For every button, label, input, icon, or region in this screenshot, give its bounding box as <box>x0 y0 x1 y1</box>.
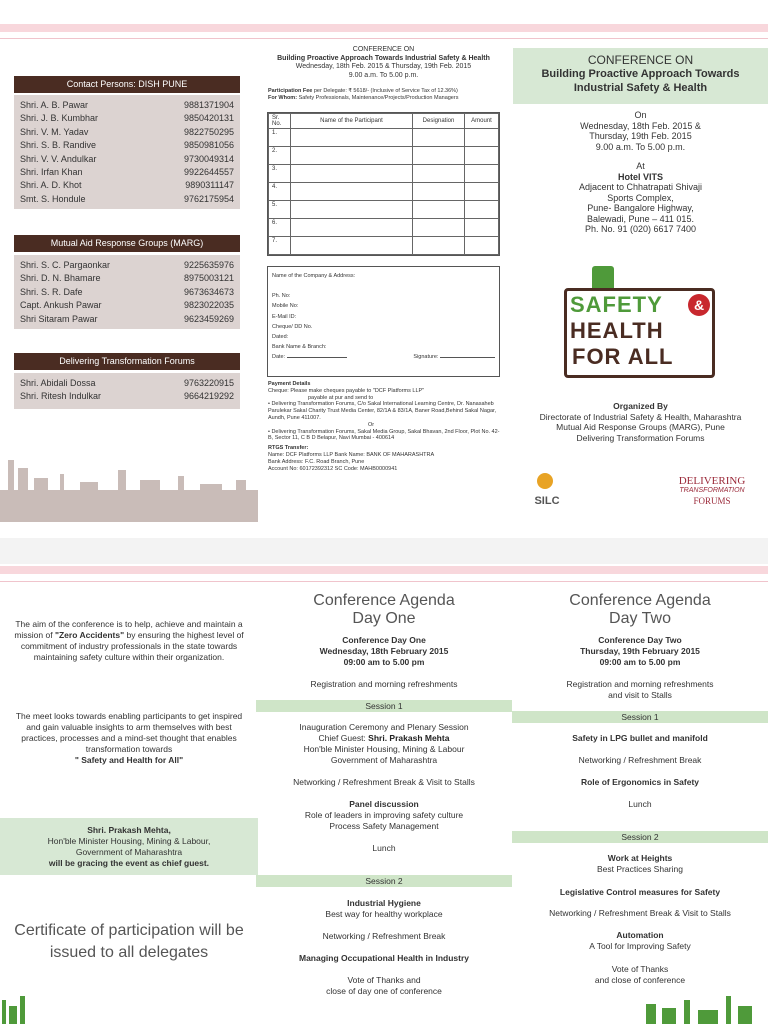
day1-panel <box>256 799 512 832</box>
guest-title: Hon'ble Minister Housing, Mining & Labour, <box>47 836 211 846</box>
payment-address-2: • Delivering Transformation Forums, Sakal Media Group, Sakal Bhavan, 2nd Floor, Plot No. 42-B, Sector 11, C B D Belapur, Navi Mumbai - 400614 <box>268 428 500 442</box>
day1-title-line-1: Conference Agenda <box>313 592 455 609</box>
day2-title-line-2: Day Two <box>609 610 671 627</box>
contact-name: Shri. S. R. Dafe <box>20 286 83 297</box>
contact-row <box>18 377 236 390</box>
conf-on: CONFERENCE ON <box>587 53 694 67</box>
contact-row <box>18 126 236 139</box>
payment-details <box>268 381 504 472</box>
day2-ergonomics: Role of Ergonomics in Safety <box>580 777 700 787</box>
day2-automation-title: Automation <box>616 930 664 940</box>
venue-line-2: Sports Complex, <box>607 192 674 203</box>
contact-row <box>18 272 236 285</box>
day1-cg-title: Hon'ble Minister Housing, Mining & Labour <box>303 744 465 754</box>
reg-header <box>262 46 505 80</box>
contact-phone: 9922644557 <box>183 166 234 177</box>
email-label: E-Mail ID: <box>272 313 297 320</box>
rtgs-title: RTGS Transfer: <box>268 445 309 452</box>
organized-by-label: Organized By <box>613 401 668 411</box>
for-whom-label: For Whom: <box>268 95 298 101</box>
day1-inaug-text: Inauguration Ceremony and Plenary Session <box>299 722 469 732</box>
day1-cg-label: Chief Guest: <box>318 733 366 743</box>
reg-row-number: 1. <box>269 129 291 147</box>
dtf-logo-line-2: TRANSFORMATION <box>679 487 745 494</box>
conf-title: Building Proactive Approach Towards Industrial Safety & Health <box>541 68 740 94</box>
day1-title-line-2: Day One <box>352 610 416 627</box>
contact-row <box>18 112 236 125</box>
reg-cell[interactable] <box>465 129 499 147</box>
reg-col-header: Name of the Participant <box>291 114 413 129</box>
reg-cell[interactable] <box>465 201 499 219</box>
bank-label: Bank Name & Branch: <box>272 344 327 351</box>
contact-row <box>18 299 236 312</box>
date-label: Date: <box>272 354 286 361</box>
day1-lunch: Lunch <box>372 843 396 853</box>
payment-title: Payment Details <box>268 381 311 387</box>
intro-zero-accidents: "Zero Accidents" <box>54 630 125 640</box>
contact-name: Shri Sitaram Pawar <box>20 313 98 324</box>
conf-date-2: Thursday, 19th Feb. 2015 <box>589 131 692 141</box>
day2-registration <box>512 679 768 701</box>
venue-line-4: Balewadi, Pune – 411 015. <box>587 213 694 224</box>
payment-address-1: • Delivering Transformation Forums, C/o Sakal International Learning Centre, Dr. Nanasaheb Parulekar Sakal Charity Trust Media Center, 82/1A & 83/1A, Baner Road,Behind Sakal Nagar, Aundh, Pune 411007. <box>268 401 497 421</box>
rtgs-line-2: Bank Address: F.C. Road Branch, Pune <box>268 458 365 465</box>
day1-inauguration <box>256 722 512 766</box>
day2-heights-title: Work at Heights <box>607 853 673 863</box>
day1-refreshment: Networking / Refreshment Break <box>322 931 446 941</box>
reg-row-number: 3. <box>269 165 291 183</box>
reg-row <box>269 237 499 255</box>
contact-name: Shri. Irfan Khan <box>20 166 83 177</box>
day1-session-1: Session 1 <box>256 700 512 712</box>
rtgs-line-3: Account No: 60172392312 SC Code: MAHB0000941 <box>268 465 398 472</box>
reg-cell[interactable] <box>465 183 499 201</box>
organizer-3: Delivering Transformation Forums <box>576 432 705 443</box>
logo-forall-text: FOR ALL <box>572 344 674 369</box>
organizer-1: Directorate of Industrial Safety & Health, Maharashtra <box>539 411 742 422</box>
contact-phone: 8975003121 <box>183 273 234 284</box>
reg-cell[interactable] <box>413 183 465 201</box>
contact-phone: 9850420131 <box>183 113 234 124</box>
day2-close <box>512 964 768 986</box>
logo-ampersand: & <box>688 294 710 316</box>
reg-time: 9.00 a.m. To 5.00 p.m. <box>348 71 419 79</box>
day1-session-2: Session 2 <box>256 875 512 887</box>
contact-row <box>18 259 236 272</box>
chief-guest-text <box>0 825 258 869</box>
contact-phone: 9623459269 <box>183 313 234 324</box>
reg-col-header: Amount <box>465 114 499 129</box>
contact-phone: 9890311147 <box>185 180 234 191</box>
dtf-logo <box>670 476 754 506</box>
reg-col-header: Sr. No. <box>269 114 291 129</box>
marg-header: Mutual Aid Response Groups (MARG) <box>14 235 240 252</box>
day1-occupational-health: Managing Occupational Health in Industry <box>298 953 470 963</box>
contact-name: Shri. S. B. Randive <box>20 140 97 151</box>
guest-govt: Government of Maharashtra <box>75 847 183 857</box>
bottom-divider <box>0 581 768 582</box>
contact-phone: 9730049314 <box>183 153 234 164</box>
conf-on2: On <box>634 110 647 120</box>
contact-row <box>18 286 236 299</box>
skyline-illustration-bottom-right <box>640 994 768 1024</box>
top-pink-band <box>0 24 768 32</box>
logo-safety-text: SAFETY <box>570 292 663 317</box>
intro-p1-a: The aim of the conference is to help, achieve and maintain a mission of <box>14 619 243 640</box>
intro-paragraph-2 <box>14 711 244 766</box>
fee-text: per Delegate: ₹ 5618/- (Inclusive of Service Tax of 12.36%) <box>313 88 458 94</box>
contact-phone: 9850981056 <box>183 140 234 151</box>
day2-h3: 09:00 am to 5.00 pm <box>599 657 681 667</box>
reg-row-number: 6. <box>269 219 291 237</box>
reg-cell[interactable] <box>291 129 413 147</box>
conference-title <box>513 53 768 95</box>
reg-cell[interactable] <box>291 147 413 165</box>
intro-p1-c: by ensuring the highest level of commitment of industry professionals in the state towards maintaining safety culture within their organization. <box>20 630 244 662</box>
reg-title: Building Proactive Approach Towards Industrial Safety & Health <box>277 54 490 62</box>
payment-or: Or <box>368 421 375 428</box>
mobile-label: Mobile No: <box>272 303 299 310</box>
reg-cell[interactable] <box>291 165 413 183</box>
reg-cell[interactable] <box>291 219 413 237</box>
reg-cell[interactable] <box>413 165 465 183</box>
venue-phone: Ph. No. 91 (020) 6617 7400 <box>584 224 697 234</box>
fee-label: Participation Fee <box>268 88 313 94</box>
dtf-table <box>14 373 240 409</box>
day2-reg-line-2: and visit to Stalls <box>608 690 672 700</box>
skyline-illustration-bottom-left <box>0 994 40 1024</box>
reg-cell[interactable] <box>465 165 499 183</box>
day1-panel-line-3: Process Safety Management <box>329 821 439 831</box>
day1-close <box>256 975 512 997</box>
day2-h2: Thursday, 19th February 2015 <box>580 646 700 656</box>
ph-label: Ph. No: <box>272 293 291 300</box>
reg-row <box>269 183 499 201</box>
day2-networking: Networking / Refreshment Break & Visit to Stalls <box>549 908 731 918</box>
signature-label: Signature: <box>413 354 439 361</box>
day1-panel-line-2: Role of leaders in improving safety culture <box>304 810 464 820</box>
reg-row <box>269 129 499 147</box>
day1-hygiene <box>256 898 512 920</box>
day2-heights-sub: Best Practices Sharing <box>597 864 683 874</box>
conference-details <box>513 110 768 235</box>
day1-cg-govt: Government of Maharashtra <box>330 755 438 765</box>
venue-name: Hotel VITS <box>617 171 663 182</box>
certificate-note: Certificate of participation will be issued to all delegates <box>14 922 244 961</box>
contact-name: Shri. Ritesh Indulkar <box>20 391 102 402</box>
intro-p2-a: The meet looks towards enabling participants to get inspired and gain valuable insights to arm themselves with best practices, processes and a mind-set thought that enables transformation towards <box>15 711 243 754</box>
contact-phone: 9763220915 <box>183 378 234 388</box>
day1-hygiene-sub: Best way for healthy workplace <box>325 909 443 919</box>
organizer-2: Mutual Aid Response Groups (MARG), Pune <box>556 422 725 432</box>
day1-cg-name: Shri. Prakash Mehta <box>368 733 450 743</box>
reg-row <box>269 165 499 183</box>
reg-cell[interactable] <box>465 237 499 255</box>
conf-date-1: Wednesday, 18th Feb. 2015 & <box>580 120 701 131</box>
day2-automation <box>512 930 768 952</box>
reg-dates: Wednesday, 18th Feb. 2015 & Thursday, 19th Feb. 2015 <box>295 63 472 70</box>
day2-reg-line-1: Registration and morning refreshments <box>566 679 714 689</box>
reg-row-number: 4. <box>269 183 291 201</box>
guest-note: will be gracing the event as chief guest. <box>48 858 210 868</box>
contact-name: Shri. A. D. Khot <box>20 180 82 191</box>
contact-phone: 9822750295 <box>183 126 234 137</box>
day2-title-line-1: Conference Agenda <box>569 592 711 609</box>
contact-row <box>18 390 236 403</box>
contact-name: Shri. V. M. Yadav <box>20 126 89 137</box>
day2-header <box>512 635 768 668</box>
day2-title <box>512 592 768 628</box>
contacts-table <box>14 95 240 209</box>
contact-row <box>18 99 236 112</box>
bottom-pink-band <box>0 566 768 574</box>
silc-logo <box>530 473 560 513</box>
intro-paragraph-1 <box>14 619 244 663</box>
reg-row <box>269 201 499 219</box>
contact-name: Shri. V. V. Andulkar <box>20 153 97 164</box>
dtf-logo-line-1: DELIVERING <box>678 475 746 487</box>
contact-name: Shri. D. N. Bhamare <box>20 273 101 284</box>
top-divider <box>0 38 768 39</box>
cheque-label: Cheque/ DD No. <box>272 323 313 330</box>
contact-name: Shri. J. B. Kumbhar <box>20 113 99 124</box>
day1-header <box>256 635 512 668</box>
sun-icon <box>537 473 553 489</box>
dtf-logo-line-3: FORUMS <box>693 496 731 506</box>
reg-cell[interactable] <box>413 129 465 147</box>
contact-name: Shri. S. C. Pargaonkar <box>20 260 111 270</box>
logo-health-text: HEALTH <box>570 318 664 343</box>
contact-row <box>18 153 236 166</box>
venue-line-1: Adjacent to Chhatrapati Shivaji <box>578 182 703 192</box>
day2-legislative: Legislative Control measures for Safety <box>559 887 721 897</box>
dtf-header: Delivering Transformation Forums <box>14 353 240 370</box>
reg-col-header: Designation <box>413 114 465 129</box>
day2-lpg: Safety in LPG bullet and manifold <box>572 733 708 743</box>
reg-cell[interactable] <box>291 201 413 219</box>
day1-h3: 09:00 am to 5.00 pm <box>343 657 425 667</box>
reg-fee <box>268 88 504 102</box>
day1-vote: Vote of Thanks and <box>347 975 421 985</box>
day1-title <box>256 592 512 628</box>
reg-cell[interactable] <box>413 201 465 219</box>
day2-heights <box>512 853 768 875</box>
day1-close-text: close of day one of conference <box>326 986 442 996</box>
reg-cell[interactable] <box>465 147 499 165</box>
day2-session-1: Session 1 <box>512 711 768 723</box>
day1-h2: Wednesday, 18th February 2015 <box>319 646 449 656</box>
page-gap <box>0 538 768 564</box>
contact-row <box>18 313 236 326</box>
day2-session-2: Session 2 <box>512 831 768 843</box>
day2-refreshment: Networking / Refreshment Break <box>578 755 702 765</box>
participant-table <box>267 112 500 256</box>
payment-sent: payable at pur and send to <box>308 394 374 401</box>
conf-at: At <box>636 161 645 171</box>
contact-phone: 9673634673 <box>183 286 234 297</box>
marg-table <box>14 255 240 329</box>
day2-close-text: and close of conference <box>594 975 686 985</box>
reg-cell[interactable] <box>413 147 465 165</box>
intro-safety-for-all: " Safety and Health for All" <box>74 755 184 765</box>
contact-row <box>18 139 236 152</box>
conf-time: 9.00 a.m. To 5.00 p.m. <box>595 141 686 152</box>
day1-panel-title: Panel discussion <box>349 799 419 809</box>
contact-name: Shri. Abidali Dossa <box>20 378 96 388</box>
dated-label: Dated: <box>272 334 289 341</box>
contacts-header: Contact Persons: DISH PUNE <box>14 76 240 93</box>
reg-row-number: 5. <box>269 201 291 219</box>
organized-by <box>513 401 768 443</box>
for-whom-text: Safety Professionals, Maintenance/Projects/Production Managers <box>298 95 459 101</box>
reg-row-number: 2. <box>269 147 291 165</box>
day1-registration: Registration and morning refreshments <box>310 679 458 689</box>
contact-name: Shri. A. B. Pawar <box>20 100 89 110</box>
day1-hygiene-title: Industrial Hygiene <box>347 898 421 908</box>
reg-cell[interactable] <box>291 183 413 201</box>
contact-name: Smt. S. Hondule <box>20 193 86 204</box>
contact-name: Capt. Ankush Pawar <box>20 300 102 311</box>
company-details-box <box>267 266 500 377</box>
day2-vote: Vote of Thanks <box>611 964 669 974</box>
day2-lunch: Lunch <box>628 799 652 809</box>
guest-name: Shri. Prakash Mehta, <box>87 825 171 835</box>
contact-phone: 9225635976 <box>183 260 234 270</box>
reg-row <box>269 147 499 165</box>
safety-health-logo <box>562 266 717 380</box>
reg-cell[interactable] <box>413 219 465 237</box>
day1-networking: Networking / Refreshment Break & Visit to Stalls <box>293 777 475 787</box>
reg-conf-on: CONFERENCE ON <box>352 46 415 53</box>
contact-phone: 9664219292 <box>183 391 234 402</box>
day1-h1: Conference Day One <box>342 635 426 645</box>
contact-row <box>18 179 236 192</box>
contact-phone: 9881371904 <box>183 100 234 110</box>
contact-phone: 9823022035 <box>183 300 234 311</box>
reg-cell[interactable] <box>413 237 465 255</box>
venue-line-3: Pune- Bangalore Highway, <box>587 203 694 213</box>
reg-cell[interactable] <box>291 237 413 255</box>
contact-row <box>18 193 236 206</box>
day2-automation-sub: A Tool for Improving Safety <box>589 941 691 951</box>
payment-cheque: Cheque: Please make cheques payable to "DCF Platforms LLP" <box>268 387 425 394</box>
reg-row-number: 7. <box>269 237 291 255</box>
day2-h1: Conference Day Two <box>598 635 682 645</box>
skyline-illustration-left <box>0 450 258 522</box>
rtgs-line-1: Name: DCF Platforms LLP Bank Name: BANK OF MAHARASHTRA <box>268 451 435 458</box>
contact-row <box>18 166 236 179</box>
reg-row <box>269 219 499 237</box>
reg-cell[interactable] <box>465 219 499 237</box>
company-label: Name of the Company & Address: <box>272 273 356 279</box>
silc-text: SILC <box>534 495 560 507</box>
contact-phone: 9762175954 <box>183 193 234 204</box>
